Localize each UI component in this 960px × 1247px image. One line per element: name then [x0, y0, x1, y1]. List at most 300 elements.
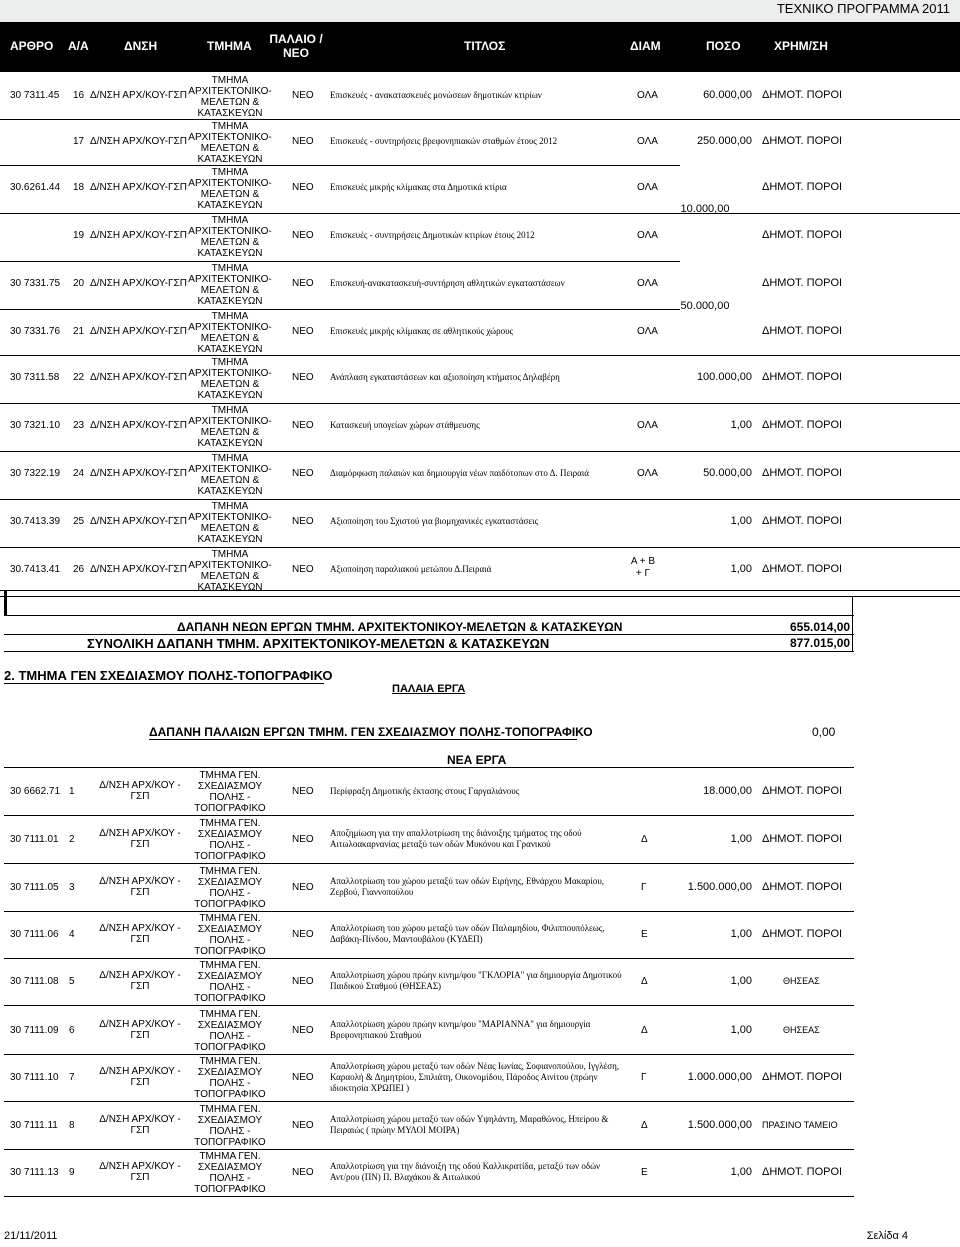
row-diam: Δ	[641, 1025, 648, 1036]
row-neo: ΝΕΟ	[292, 929, 314, 940]
row-neo: ΝΕΟ	[292, 326, 314, 337]
row-xrim: ΔΗΜΟΤ. ΠΟΡΟΙ	[762, 785, 843, 797]
row-tmima-line: ΑΡΧΙΤΕΚΤΟΝΙΚΟ-	[188, 178, 272, 189]
row-arthro: 30 7111.08	[10, 976, 59, 987]
row-tmima-line: ΤΜΗΜΑ	[211, 121, 249, 132]
row-dnsi	[90, 1114, 190, 1136]
row-arthro: 30 7111.05	[10, 882, 59, 893]
row-title: Επισκευές - συντηρήσεις Δημοτικών κτιρίων έτους 2012	[330, 230, 535, 240]
row-diam: Α + Β + Γ	[630, 556, 656, 579]
row-divider	[0, 499, 960, 500]
row-poso: 250.000,00	[696, 135, 752, 147]
row-divider	[0, 355, 960, 356]
row-aa: 3	[69, 882, 75, 893]
row-tmima	[180, 913, 280, 957]
old-works-label: ΠΑΛΑΙΑ ΕΡΓΑ	[392, 683, 466, 695]
row-tmima-line: ΚΑΤΑΣΚΕΥΩΝ	[197, 486, 263, 497]
divider	[852, 596, 853, 651]
header-titlos: ΤΙΤΛΟΣ	[464, 39, 506, 53]
header-aa: Α/Α	[68, 39, 89, 53]
row-title-line: Απαλλοτρίωση χώρου μεταξύ των οδών Υψηλάντη, Μαραθώνος, Ηπείρου &	[330, 1114, 609, 1124]
row-dnsi: Δ/ΝΣΗ ΑΡΧ/ΚΟΥ-ΓΣΠ	[90, 278, 187, 289]
row-tmima-line: ΤΜΗΜΑ ΓΕΝ.	[199, 913, 261, 924]
row-dnsi-line: ΓΣΠ	[130, 981, 150, 992]
row-title-line: Αντ/ρου (ΠΝ) Π. Βλαχάκου & Αιτωλικού	[330, 1172, 481, 1182]
row-aa: 16	[73, 90, 85, 101]
merged-amount-a: 10.000,00	[680, 203, 730, 215]
row-tmima-line: ΑΡΧΙΤΕΚΤΟΝΙΚΟ-	[188, 512, 272, 523]
row-neo: ΝΕΟ	[292, 1025, 314, 1036]
row-tmima-line: ΜΕΛΕΤΩΝ &	[200, 237, 260, 248]
row-divider	[4, 1005, 854, 1006]
row-diam: ΟΛΑ	[637, 182, 658, 193]
row-xrim: ΔΗΜΟΤ. ΠΟΡΟΙ	[762, 89, 843, 101]
row-title: Διαμόρφωση παλαιών και δημιουργία νέων παιδότοπων στο Δ. Πειραιά	[330, 468, 589, 478]
row-title	[330, 923, 630, 945]
row-dnsi-line: ΓΣΠ	[130, 1172, 150, 1183]
row-tmima-line: ΑΡΧΙΤΕΚΤΟΝΙΚΟ-	[188, 560, 272, 571]
row-xrim: ΠΡΑΣΙΝΟ ΤΑΜΕΙΟ	[762, 1120, 838, 1130]
row-xrim: ΔΗΜΟΤ. ΠΟΡΟΙ	[762, 833, 843, 845]
row-tmima-line: ΣΧΕΔΙΑΣΜΟΥ	[197, 1115, 263, 1126]
row-tmima	[180, 357, 280, 401]
row-poso: 1.500.000,00	[687, 881, 752, 893]
row-arthro: 30 6662.71	[10, 786, 61, 797]
row-tmima-line: ΤΜΗΜΑ ΓΕΝ.	[199, 866, 261, 877]
row-title	[330, 876, 630, 898]
row-arthro: 30 7111.01	[10, 834, 59, 845]
row-arthro: 30 7321.10	[10, 420, 61, 431]
row-aa: 19	[73, 230, 85, 241]
row-divider	[0, 403, 960, 404]
row-dnsi: Δ/ΝΣΗ ΑΡΧ/ΚΟΥ-ΓΣΠ	[90, 182, 187, 193]
row-tmima-line: ΠΟΛΗΣ -	[209, 1078, 251, 1089]
row-tmima-line: ΠΟΛΗΣ -	[209, 792, 251, 803]
row-dnsi: Δ/ΝΣΗ ΑΡΧ/ΚΟΥ-ΓΣΠ	[90, 468, 187, 479]
row-diam: ΟΛΑ	[637, 230, 658, 241]
document-title-bar	[0, 0, 960, 22]
row-title	[330, 970, 630, 992]
row-divider	[4, 1054, 854, 1055]
row-tmima-line: ΤΜΗΜΑ	[211, 405, 249, 416]
row-title: Αξιοποίηση παραλιακού μετώπου Δ.Πειραιά	[330, 564, 492, 574]
header-diam: ΔΙΑΜ	[630, 39, 661, 53]
row-title-line: Περίφραξη Δημοτικής έκτασης στους Γαργαλιάνους	[330, 785, 520, 796]
row-diam: Ε	[641, 1167, 648, 1178]
row-xrim: ΔΗΜΟΤ. ΠΟΡΟΙ	[762, 1166, 843, 1178]
row-arthro: 30 7311.45	[10, 90, 60, 101]
row-title-line: ιδιοκτησία ΧΡΩΠΕΙ )	[330, 1082, 410, 1093]
header-palaio-neo: ΠΑΛΑΙΟ / ΝΕΟ	[269, 32, 323, 60]
row-neo: ΝΕΟ	[292, 1120, 314, 1131]
new-works-label: ΝΕΑ ΕΡΓΑ	[447, 753, 507, 767]
row-title-line: Αιτωλοακαρνανίας μεταξύ των οδών Μυκόνου και Γρανικού	[330, 839, 551, 849]
row-aa: 21	[73, 326, 85, 337]
row-title-line: Παιδικού Σταθμού (ΘΗΣΕΑΣ)	[330, 981, 442, 991]
row-tmima	[180, 501, 280, 545]
row-tmima-line: ΚΑΤΑΣΚΕΥΩΝ	[197, 296, 263, 307]
row-dnsi-line: ΓΣΠ	[130, 887, 150, 898]
row-poso: 1,00	[730, 928, 752, 940]
row-dnsi-line: Δ/ΝΣΗ ΑΡΧ/ΚΟΥ -	[99, 780, 181, 791]
row-arthro: 30 7111.09	[10, 1025, 59, 1036]
row-arthro: 30 7111.11	[10, 1120, 58, 1131]
row-title	[330, 786, 630, 797]
divider	[4, 590, 7, 616]
row-dnsi-line: Δ/ΝΣΗ ΑΡΧ/ΚΟΥ -	[99, 1066, 181, 1077]
row-tmima-line: ΣΧΕΔΙΑΣΜΟΥ	[197, 1162, 263, 1173]
row-tmima-line: ΤΟΠΟΓΡΑΦΙΚΟ	[194, 803, 266, 814]
row-title: Επισκευή-ανακατασκευή-συντήρηση αθλητικών εγκαταστάσεων	[330, 278, 565, 288]
row-dnsi-line: ΓΣΠ	[130, 1077, 150, 1088]
row-divider	[4, 1196, 854, 1197]
row-diam: Ε	[641, 929, 648, 940]
row-dnsi	[90, 780, 190, 802]
row-poso: 1,00	[730, 563, 752, 575]
row-divider	[0, 213, 960, 214]
row-divider	[4, 767, 854, 768]
row-neo: ΝΕΟ	[292, 90, 314, 101]
divider	[4, 651, 854, 652]
row-arthro: 30 7111.10	[10, 1072, 59, 1083]
row-aa: 22	[73, 372, 85, 383]
row-tmima-line: ΚΑΤΑΣΚΕΥΩΝ	[197, 582, 263, 593]
divider	[149, 739, 577, 740]
row-title-line: Δαβάκη-Πίνδου, Μαντουβάλου (ΚΥΔΕΠ)	[330, 934, 483, 944]
row-poso: 50.000,00	[703, 467, 752, 479]
row-neo: ΝΕΟ	[292, 786, 314, 797]
row-aa: 23	[73, 420, 85, 431]
row-tmima-line: ΑΡΧΙΤΕΚΤΟΝΙΚΟ-	[188, 132, 272, 143]
row-dnsi	[90, 1161, 190, 1183]
divider	[4, 634, 854, 635]
row-tmima-line: ΑΡΧΙΤΕΚΤΟΝΙΚΟ-	[188, 416, 272, 427]
row-title-line: Απαλλοτρίωση χώρου πρώην κινημ/φου "ΓΚΛΟΡΙΑ" για δημιουργία Δημοτικού	[330, 970, 622, 980]
row-title-line: Απαλλοτρίωση του χώρου μεταξύ των οδών Ειρήνης, Εθνάρχου Μακαρίου,	[330, 876, 605, 886]
row-dnsi-line: ΓΣΠ	[130, 934, 150, 945]
new-works-total-value: 655.014,00	[790, 620, 851, 634]
row-neo: ΝΕΟ	[292, 372, 314, 383]
row-xrim: ΔΗΜΟΤ. ΠΟΡΟΙ	[762, 928, 843, 940]
row-tmima-line: ΣΧΕΔΙΑΣΜΟΥ	[197, 781, 263, 792]
row-xrim: ΔΗΜΟΤ. ΠΟΡΟΙ	[762, 135, 843, 147]
row-dnsi-line: Δ/ΝΣΗ ΑΡΧ/ΚΟΥ -	[99, 1114, 181, 1125]
row-poso: 1.500.000,00	[687, 1119, 752, 1131]
row-tmima-line: ΤΜΗΜΑ	[211, 501, 249, 512]
row-arthro: 30.6261.44	[10, 182, 61, 193]
header-poso: ΠΟΣΟ	[706, 39, 741, 53]
row-neo: ΝΕΟ	[292, 976, 314, 987]
header-arthro: ΑΡΘΡΟ	[10, 39, 54, 53]
row-tmima	[180, 167, 280, 211]
row-dnsi: Δ/ΝΣΗ ΑΡΧ/ΚΟΥ-ΓΣΠ	[90, 420, 187, 431]
row-tmima-line: ΑΡΧΙΤΕΚΤΟΝΙΚΟ-	[188, 322, 272, 333]
row-poso: 18.000,00	[703, 785, 752, 797]
row-diam: ΟΛΑ	[637, 326, 658, 337]
row-tmima-line: ΠΟΛΗΣ -	[209, 935, 251, 946]
row-tmima-line: ΜΕΛΕΤΩΝ &	[200, 189, 260, 200]
row-dnsi: Δ/ΝΣΗ ΑΡΧ/ΚΟΥ-ΓΣΠ	[90, 372, 187, 383]
row-title	[330, 1061, 630, 1094]
row-diam: ΟΛΑ	[637, 278, 658, 289]
row-diam: ΟΛΑ	[637, 420, 658, 431]
row-dnsi-line: Δ/ΝΣΗ ΑΡΧ/ΚΟΥ -	[99, 828, 181, 839]
row-title-line: Απαλλοτρίωση χώρου μεταξύ των οδών Νέας Ιωνίας, Σοφιανοπούλου, Ιγγλέση,	[330, 1060, 620, 1071]
header-tmima: ΤΜΗΜΑ	[207, 39, 252, 53]
row-poso: 60.000,00	[703, 89, 752, 101]
row-poso: 1,00	[730, 975, 752, 987]
row-tmima-line: ΤΜΗΜΑ ΓΕΝ.	[199, 1009, 261, 1020]
row-dnsi-line: Δ/ΝΣΗ ΑΡΧ/ΚΟΥ -	[99, 970, 181, 981]
row-arthro: 30 7311.58	[10, 372, 60, 383]
merged-amount-b: 50.000,00	[680, 300, 730, 312]
row-aa: 24	[73, 468, 85, 479]
row-xrim: ΔΗΜΟΤ. ΠΟΡΟΙ	[762, 419, 843, 431]
row-diam: Γ	[641, 882, 647, 893]
row-divider	[4, 1149, 854, 1150]
row-tmima-line: ΤΜΗΜΑ ΓΕΝ.	[199, 1104, 261, 1115]
row-tmima	[180, 215, 280, 259]
row-xrim: ΔΗΜΟΤ. ΠΟΡΟΙ	[762, 563, 843, 575]
row-poso: 1.000.000,00	[687, 1071, 752, 1083]
row-dnsi-line: ΓΣΠ	[130, 791, 150, 802]
row-poso: 1,00	[730, 833, 752, 845]
footer-date: 21/11/2011	[4, 1230, 58, 1242]
row-tmima-line: ΤΟΠΟΓΡΑΦΙΚΟ	[194, 1137, 266, 1148]
row-tmima	[180, 818, 280, 862]
row-tmima-line: ΤΜΗΜΑ ΓΕΝ.	[199, 1056, 261, 1067]
document-title: ΤΕΧΝΙΚΟ ΠΡΟΓΡΑΜΜΑ 2011	[776, 1, 950, 16]
row-arthro: 30 7331.76	[10, 326, 61, 337]
overall-total-label: ΣΥΝΟΛΙΚΗ ΔΑΠΑΝΗ ΤΜΗΜ. ΑΡΧΙΤΕΚΤΟΝΙΚΟΥ-ΜΕΛΕΤΩΝ & ΚΑΤΑΣΚΕΥΩΝ	[87, 636, 550, 651]
row-aa: 4	[69, 929, 75, 940]
row-poso: 1,00	[730, 515, 752, 527]
row-xrim: ΔΗΜΟΤ. ΠΟΡΟΙ	[762, 181, 843, 193]
row-tmima-line: ΤΟΠΟΓΡΑΦΙΚΟ	[194, 993, 266, 1004]
row-arthro: 30 7331.75	[10, 278, 61, 289]
row-poso: 1,00	[730, 419, 752, 431]
divider	[4, 615, 854, 616]
row-dnsi	[90, 1019, 190, 1041]
row-aa: 1	[69, 786, 75, 797]
row-dnsi-line: ΓΣΠ	[130, 839, 150, 850]
row-title	[330, 1019, 630, 1041]
row-tmima-line: ΠΟΛΗΣ -	[209, 1031, 251, 1042]
row-tmima-line: ΑΡΧΙΤΕΚΤΟΝΙΚΟ-	[188, 226, 272, 237]
row-tmima	[180, 549, 280, 593]
row-tmima-line: ΚΑΤΑΣΚΕΥΩΝ	[197, 390, 263, 401]
row-neo: ΝΕΟ	[292, 468, 314, 479]
row-neo: ΝΕΟ	[292, 516, 314, 527]
row-tmima-line: ΤΜΗΜΑ	[211, 263, 249, 274]
row-poso: 1,00	[730, 1024, 752, 1036]
row-dnsi-line: Δ/ΝΣΗ ΑΡΧ/ΚΟΥ -	[99, 1161, 181, 1172]
row-tmima-line: ΤΜΗΜΑ	[211, 75, 249, 86]
table-header	[0, 22, 960, 72]
row-aa: 17	[73, 136, 85, 147]
row-tmima-line: ΠΟΛΗΣ -	[209, 1126, 251, 1137]
row-poso: 1,00	[730, 1166, 752, 1178]
row-dnsi-line: ΓΣΠ	[130, 1030, 150, 1041]
row-tmima	[180, 770, 280, 814]
row-xrim: ΔΗΜΟΤ. ΠΟΡΟΙ	[762, 515, 843, 527]
row-tmima-line: ΚΑΤΑΣΚΕΥΩΝ	[197, 534, 263, 545]
row-title-line: Πειραιώς ( πρώην ΜΥΛΟΙ ΜΟΙΡΑ)	[330, 1125, 460, 1135]
row-tmima-line: ΣΧΕΔΙΑΣΜΟΥ	[197, 1067, 263, 1078]
row-diam: ΟΛΑ	[637, 90, 658, 101]
row-aa: 9	[69, 1167, 75, 1178]
row-tmima-line: ΜΕΛΕΤΩΝ &	[200, 97, 260, 108]
row-divider	[4, 911, 854, 912]
row-aa: 5	[69, 976, 75, 987]
old-works-total-value: 0,00	[812, 725, 836, 739]
row-tmima-line: ΣΧΕΔΙΑΣΜΟΥ	[197, 1020, 263, 1031]
row-tmima	[180, 263, 280, 307]
row-neo: ΝΕΟ	[292, 882, 314, 893]
row-tmima-line: ΚΑΤΑΣΚΕΥΩΝ	[197, 200, 263, 211]
row-arthro: 30 7111.13	[10, 1167, 59, 1178]
row-tmima	[180, 1104, 280, 1148]
section2-heading: 2. ΤΜΗΜΑ ΓΕΝ ΣΧΕΔΙΑΣΜΟΥ ΠΟΛΗΣ-ΤΟΠΟΓΡΑΦΙΚΟ	[4, 668, 333, 683]
row-diam: ΟΛΑ	[637, 136, 658, 147]
row-tmima-line: ΣΧΕΔΙΑΣΜΟΥ	[197, 971, 263, 982]
row-neo: ΝΕΟ	[292, 136, 314, 147]
row-xrim: ΔΗΜΟΤ. ΠΟΡΟΙ	[762, 371, 843, 383]
row-diam: Δ	[641, 976, 648, 987]
row-dnsi	[90, 1066, 190, 1088]
row-tmima	[180, 960, 280, 1004]
row-dnsi-line: Δ/ΝΣΗ ΑΡΧ/ΚΟΥ -	[99, 1019, 181, 1030]
row-divider	[0, 309, 680, 310]
row-tmima-line: ΑΡΧΙΤΕΚΤΟΝΙΚΟ-	[188, 86, 272, 97]
row-dnsi-line: ΓΣΠ	[130, 1125, 150, 1136]
row-aa: 2	[69, 834, 75, 845]
row-tmima-line: ΠΟΛΗΣ -	[209, 888, 251, 899]
row-tmima-line: ΤΜΗΜΑ	[211, 357, 249, 368]
divider	[0, 590, 960, 591]
row-tmima-line: ΜΕΛΕΤΩΝ &	[200, 379, 260, 390]
row-tmima	[180, 866, 280, 910]
row-title: Επισκευές - συντηρήσεις βρεφονηπιακών σταθμών έτους 2012	[330, 136, 558, 146]
footer-page: Σελίδα 4	[866, 1230, 908, 1242]
row-divider	[0, 451, 960, 452]
row-xrim: ΔΗΜΟΤ. ΠΟΡΟΙ	[762, 467, 843, 479]
row-divider	[4, 863, 854, 864]
row-title	[330, 828, 630, 850]
row-aa: 7	[69, 1072, 75, 1083]
row-tmima-line: ΤΟΠΟΓΡΑΦΙΚΟ	[194, 1089, 266, 1100]
row-dnsi	[90, 923, 190, 945]
row-dnsi: Δ/ΝΣΗ ΑΡΧ/ΚΟΥ-ΓΣΠ	[90, 516, 187, 527]
row-tmima-line: ΑΡΧΙΤΕΚΤΟΝΙΚΟ-	[188, 368, 272, 379]
row-tmima	[180, 311, 280, 355]
row-tmima-line: ΣΧΕΔΙΑΣΜΟΥ	[197, 924, 263, 935]
row-tmima-line: ΑΡΧΙΤΕΚΤΟΝΙΚΟ-	[188, 464, 272, 475]
row-dnsi-line: Δ/ΝΣΗ ΑΡΧ/ΚΟΥ -	[99, 876, 181, 887]
row-aa: 18	[73, 182, 85, 193]
row-tmima-line: ΤΜΗΜΑ ΓΕΝ.	[199, 1151, 261, 1162]
row-divider	[4, 815, 854, 816]
row-xrim: ΔΗΜΟΤ. ΠΟΡΟΙ	[762, 881, 843, 893]
row-divider	[4, 1101, 854, 1102]
row-tmima-line: ΤΜΗΜΑ ΓΕΝ.	[199, 960, 261, 971]
divider	[0, 596, 960, 597]
row-tmima-line: ΜΕΛΕΤΩΝ &	[200, 333, 260, 344]
row-tmima-line: ΠΟΛΗΣ -	[209, 840, 251, 851]
row-tmima-line: ΣΧΕΔΙΑΣΜΟΥ	[197, 829, 263, 840]
divider	[4, 683, 324, 684]
row-tmima-line: ΜΕΛΕΤΩΝ &	[200, 571, 260, 582]
overall-total-value: 877.015,00	[790, 636, 851, 650]
row-neo: ΝΕΟ	[292, 1167, 314, 1178]
row-tmima-line: ΑΡΧΙΤΕΚΤΟΝΙΚΟ-	[188, 274, 272, 285]
row-aa: 6	[69, 1025, 75, 1036]
row-tmima-line: ΤΟΠΟΓΡΑΦΙΚΟ	[194, 1184, 266, 1195]
row-tmima	[180, 1056, 280, 1100]
row-neo: ΝΕΟ	[292, 230, 314, 241]
row-tmima-line: ΠΟΛΗΣ -	[209, 982, 251, 993]
row-tmima	[180, 75, 280, 119]
row-tmima-line: ΚΑΤΑΣΚΕΥΩΝ	[197, 344, 263, 355]
row-xrim: ΔΗΜΟΤ. ΠΟΡΟΙ	[762, 229, 843, 241]
row-divider	[0, 547, 960, 548]
row-tmima-line: ΜΕΛΕΤΩΝ &	[200, 523, 260, 534]
row-divider	[4, 958, 854, 959]
row-xrim: ΔΗΜΟΤ. ΠΟΡΟΙ	[762, 277, 843, 289]
row-dnsi: Δ/ΝΣΗ ΑΡΧ/ΚΟΥ-ΓΣΠ	[90, 326, 187, 337]
row-arthro: 30 7111.06	[10, 929, 59, 940]
row-dnsi-line: Δ/ΝΣΗ ΑΡΧ/ΚΟΥ -	[99, 923, 181, 934]
row-tmima-line: ΚΑΤΑΣΚΕΥΩΝ	[197, 438, 263, 449]
row-diam: Δ	[641, 834, 648, 845]
row-aa: 8	[69, 1120, 75, 1131]
row-tmima-line: ΤΜΗΜΑ ΓΕΝ.	[199, 818, 261, 829]
new-works-total-label: ΔΑΠΑΝΗ ΝΕΩΝ ΕΡΓΩΝ ΤΜΗΜ. ΑΡΧΙΤΕΚΤΟΝΙΚΟΥ-ΜΕΛΕΤΩΝ & ΚΑΤΑΣΚΕΥΩΝ	[177, 620, 623, 634]
row-title: Αξιοποίηση του Σχιστού για βιομηχανικές εγκαταστάσεις	[330, 516, 539, 526]
row-neo: ΝΕΟ	[292, 278, 314, 289]
row-tmima-line: ΤΜΗΜΑ	[211, 311, 249, 322]
row-arthro: 30.7413.41	[10, 564, 61, 575]
row-tmima-line: ΤΜΗΜΑ ΓΕΝ.	[199, 770, 261, 781]
row-xrim: ΔΗΜΟΤ. ΠΟΡΟΙ	[762, 325, 843, 337]
row-xrim: ΘΗΣΕΑΣ	[783, 976, 820, 986]
row-tmima	[180, 1151, 280, 1195]
row-tmima	[180, 121, 280, 165]
row-title: Επισκευές μικρής κλίμακας σε αθλητικούς χώρους	[330, 326, 514, 336]
row-diam: ΟΛΑ	[637, 468, 658, 479]
row-tmima-line: ΤΟΠΟΓΡΑΦΙΚΟ	[194, 851, 266, 862]
row-neo: ΝΕΟ	[292, 182, 314, 193]
row-arthro: 30 7322.19	[10, 468, 61, 479]
row-poso: 100.000,00	[696, 371, 752, 383]
row-aa: 26	[73, 564, 85, 575]
row-divider	[0, 119, 960, 120]
row-tmima-line: ΤΜΗΜΑ	[211, 453, 249, 464]
row-title: Επισκευές - ανακατασκευές μονώσεων δημοτικών κτιρίων	[330, 90, 542, 100]
row-title	[330, 1161, 630, 1183]
row-neo: ΝΕΟ	[292, 1072, 314, 1083]
row-dnsi	[90, 970, 190, 992]
row-tmima-line: ΤΟΠΟΓΡΑΦΙΚΟ	[194, 946, 266, 957]
row-title-line: Ζερβού, Γιαννοπούλου	[330, 887, 414, 897]
row-title-line: Απαλλοτρίωση του χώρου μεταξύ των οδών Παλαμηδίου, Φιλιππουπόλεως,	[330, 923, 605, 933]
row-tmima-line: ΤΜΗΜΑ	[211, 215, 249, 226]
row-xrim: ΔΗΜΟΤ. ΠΟΡΟΙ	[762, 1071, 843, 1083]
row-neo: ΝΕΟ	[292, 834, 314, 845]
row-tmima-line: ΤΟΠΟΓΡΑΦΙΚΟ	[194, 899, 266, 910]
row-dnsi: Δ/ΝΣΗ ΑΡΧ/ΚΟΥ-ΓΣΠ	[90, 230, 187, 241]
row-tmima-line: ΤΟΠΟΓΡΑΦΙΚΟ	[194, 1042, 266, 1053]
